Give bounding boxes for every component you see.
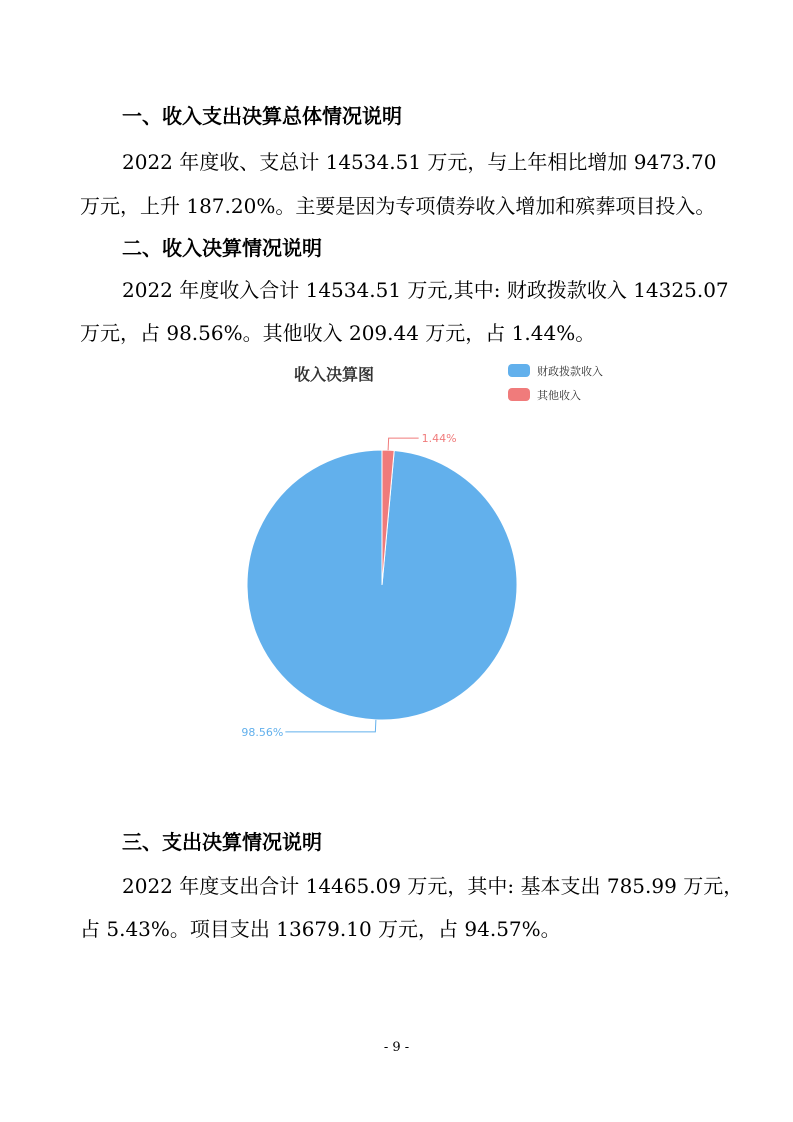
pie-slices: [247, 450, 517, 720]
pie-leader-line-1: [388, 438, 419, 450]
legend-label-1: 其他收入: [537, 389, 581, 402]
chart-legend: [508, 364, 603, 402]
section2-paragraph-line1: 2022 年度收入合计 14534.51 万元,其中: 财政拨款收入 14325.07: [122, 278, 729, 302]
section1-paragraph-line2: 万元，上升 187.20%。主要是因为专项债券收入增加和殡葬项目投入。: [80, 194, 716, 218]
section3-paragraph-line1: 2022 年度支出合计 14465.09 万元，其中: 基本支出 785.99 万元，: [122, 874, 744, 898]
pie-value-label-1: 1.44%: [421, 432, 457, 446]
pie-leader-line-0: [285, 720, 376, 732]
pie-value-label-0: 98.56%: [241, 725, 284, 739]
section1-heading: 一、收入支出决算总体情况说明: [122, 104, 402, 128]
section1-paragraph-line1: 2022 年度收、支总计 14534.51 万元，与上年相比增加 9473.70: [122, 150, 717, 174]
legend-swatch-0[interactable]: [508, 364, 530, 377]
income-pie-chart: [230, 355, 603, 755]
legend-label-0: 财政拨款收入: [537, 365, 603, 378]
section3-paragraph-line2: 占 5.43%。项目支出 13679.10 万元，占 94.57%。: [80, 917, 561, 941]
page-number: - 9 -: [383, 1040, 410, 1055]
section2-heading: 二、收入决算情况说明: [122, 236, 322, 260]
chart-title: 收入决算图: [293, 365, 375, 384]
section3-heading: 三、支出决算情况说明: [122, 830, 322, 854]
legend-swatch-1[interactable]: [508, 388, 530, 401]
section2-paragraph-line2: 万元，占 98.56%。其他收入 209.44 万元，占 1.44%。: [80, 321, 596, 345]
